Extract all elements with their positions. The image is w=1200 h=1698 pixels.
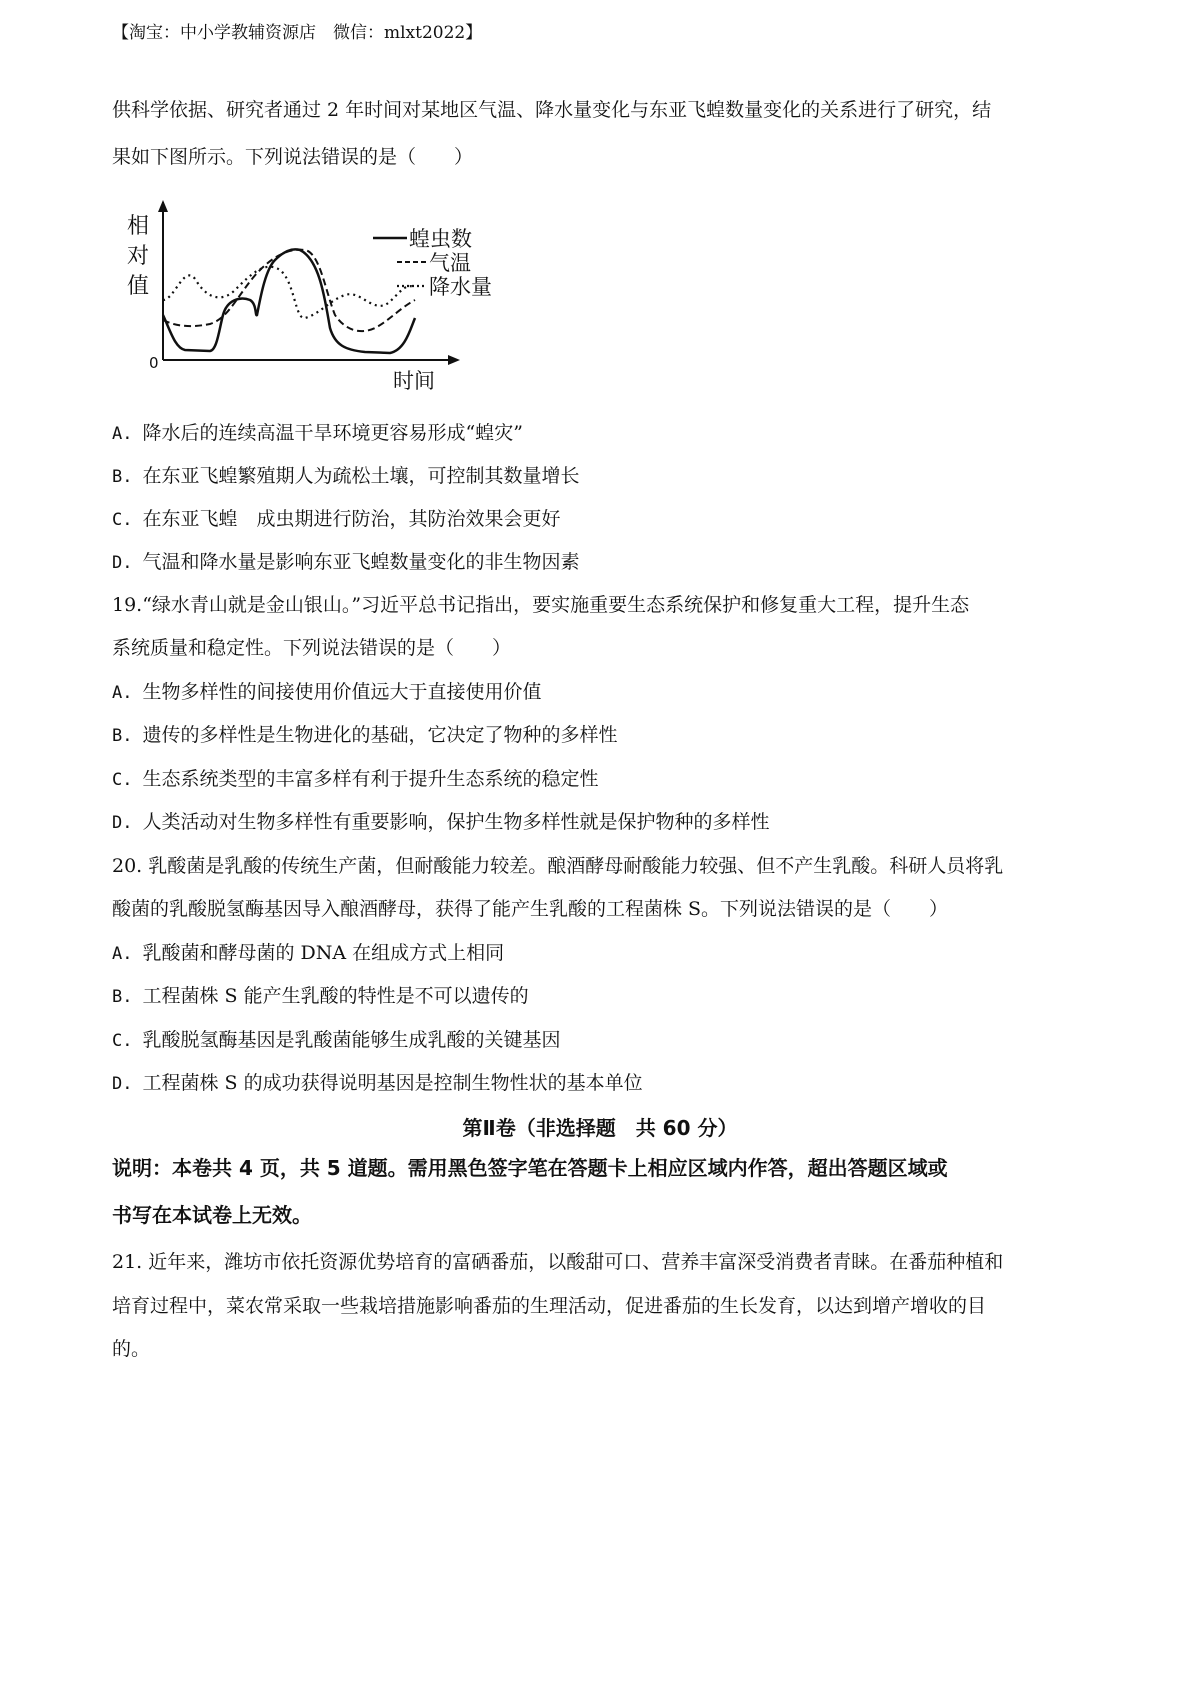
q20-line2: 酸菌的乳酸脱氢酶基因导入酿酒酵母，获得了能产生乳酸的工程菌株 S。下列说法错误的是（ ）: [112, 898, 949, 920]
chart-xlabel: 时间: [393, 369, 435, 393]
option-text: 气温和降水量是影响东亚飞蝗数量变化的非生物因素: [142, 551, 580, 573]
option-text: 在东亚飞蝗繁殖期人为疏松土壤，可控制其数量增长: [142, 465, 580, 487]
q18-intro-line1: 供科学依据、研究者通过 2 年时间对某地区气温、降水量变化与东亚飞蝗数量变化的关系进行了研究，结: [112, 99, 992, 121]
q18-option-b: [112, 461, 580, 488]
option-text: 工程菌株 S 能产生乳酸的特性是不可以遗传的: [142, 985, 529, 1007]
option-key: D.: [112, 553, 133, 573]
chart-origin-label: 0: [149, 354, 159, 372]
option-key: D.: [112, 813, 133, 833]
q18-option-c: [112, 504, 561, 531]
option-key: C.: [112, 770, 133, 790]
series-precipitation-line: [163, 267, 415, 318]
instruction-line1: 说明：本卷共 4 页，共 5 道题。需用黑色签字笔在答题卡上相应区域内作答，超出答题区域或: [112, 1156, 948, 1180]
q18-option-d: [112, 547, 580, 574]
q19-line1: 19.“绿水青山就是金山银山。”习近平总书记指出，要实施重要生态系统保护和修复重大工程，提升生态: [112, 594, 970, 616]
option-text: 生态系统类型的丰富多样有利于提升生态系统的稳定性: [142, 768, 599, 790]
chart-y-arrow: [158, 200, 168, 212]
q19-option-d: [112, 807, 770, 834]
chart-ylabel-3: 值: [127, 274, 150, 299]
q19-option-a: [112, 677, 542, 704]
q20-option-c: [112, 1025, 561, 1052]
option-key: D.: [112, 1074, 133, 1094]
option-key: A.: [112, 944, 133, 964]
legend-locust-label: 蝗虫数: [409, 227, 472, 251]
q19-option-b: [112, 720, 618, 747]
q20-option-a: [112, 938, 504, 965]
option-key: B.: [112, 726, 133, 746]
q19-option-c: [112, 764, 599, 791]
option-key: B.: [112, 467, 133, 487]
option-key: C.: [112, 510, 133, 530]
page-header-watermark: 【淘宝：中小学教辅资源店 微信：mlxt2022】: [112, 23, 483, 43]
q21-line3: 的。: [112, 1338, 151, 1360]
option-key: C.: [112, 1031, 133, 1051]
locust-chart: [115, 200, 535, 430]
series-locust-line: [163, 249, 415, 353]
chart-x-arrow: [448, 355, 460, 365]
chart-ylabel-1: 相: [127, 214, 150, 239]
legend-precipitation-label: 降水量: [429, 275, 492, 299]
option-key: A.: [112, 683, 133, 703]
option-text: 工程菌株 S 的成功获得说明基因是控制生物性状的基本单位: [142, 1072, 643, 1094]
option-text: 乳酸脱氢酶基因是乳酸菌能够生成乳酸的关键基因: [142, 1029, 561, 1051]
legend-temperature-label: 气温: [429, 251, 471, 275]
option-text: 遗传的多样性是生物进化的基础，它决定了物种的多样性: [142, 724, 618, 746]
q20-option-b: [112, 981, 529, 1008]
chart-ylabel-2: 对: [127, 244, 150, 269]
q21-line1: 21. 近年来，潍坊市依托资源优势培育的富硒番茄，以酸甜可口、营养丰富深受消费者青睐。在番茄种植和: [112, 1251, 1004, 1273]
q18-option-a: [112, 418, 523, 445]
option-key: B.: [112, 987, 133, 1007]
q19-line2: 系统质量和稳定性。下列说法错误的是（ ）: [112, 637, 512, 659]
option-text: 生物多样性的间接使用价值远大于直接使用价值: [142, 681, 542, 703]
q20-option-d: [112, 1068, 643, 1095]
option-text: 降水后的连续高温干旱环境更容易形成“蝗灾”: [142, 422, 523, 444]
option-text: 乳酸菌和酵母菌的 DNA 在组成方式上相同: [142, 942, 505, 964]
option-key: A.: [112, 424, 133, 444]
q18-intro-line2: 果如下图所示。下列说法错误的是（ ）: [112, 146, 474, 168]
option-text: 在东亚飞蝗 成虫期进行防治，其防治效果会更好: [142, 508, 561, 530]
option-text: 人类活动对生物多样性有重要影响，保护生物多样性就是保护物种的多样性: [142, 811, 770, 833]
q20-line1: 20. 乳酸菌是乳酸的传统生产菌，但耐酸能力较差。酿酒酵母耐酸能力较强、但不产生乳酸。科研人员将乳: [112, 855, 1004, 877]
series-temperature-line: [163, 250, 415, 331]
instruction-line2: 书写在本试卷上无效。: [112, 1203, 312, 1227]
section2-title: 第Ⅱ卷（非选择题 共 60 分）: [462, 1116, 738, 1140]
q21-line2: 培育过程中，菜农常采取一些栽培措施影响番茄的生理活动，促进番茄的生长发育，以达到增产增收的目: [112, 1295, 987, 1317]
